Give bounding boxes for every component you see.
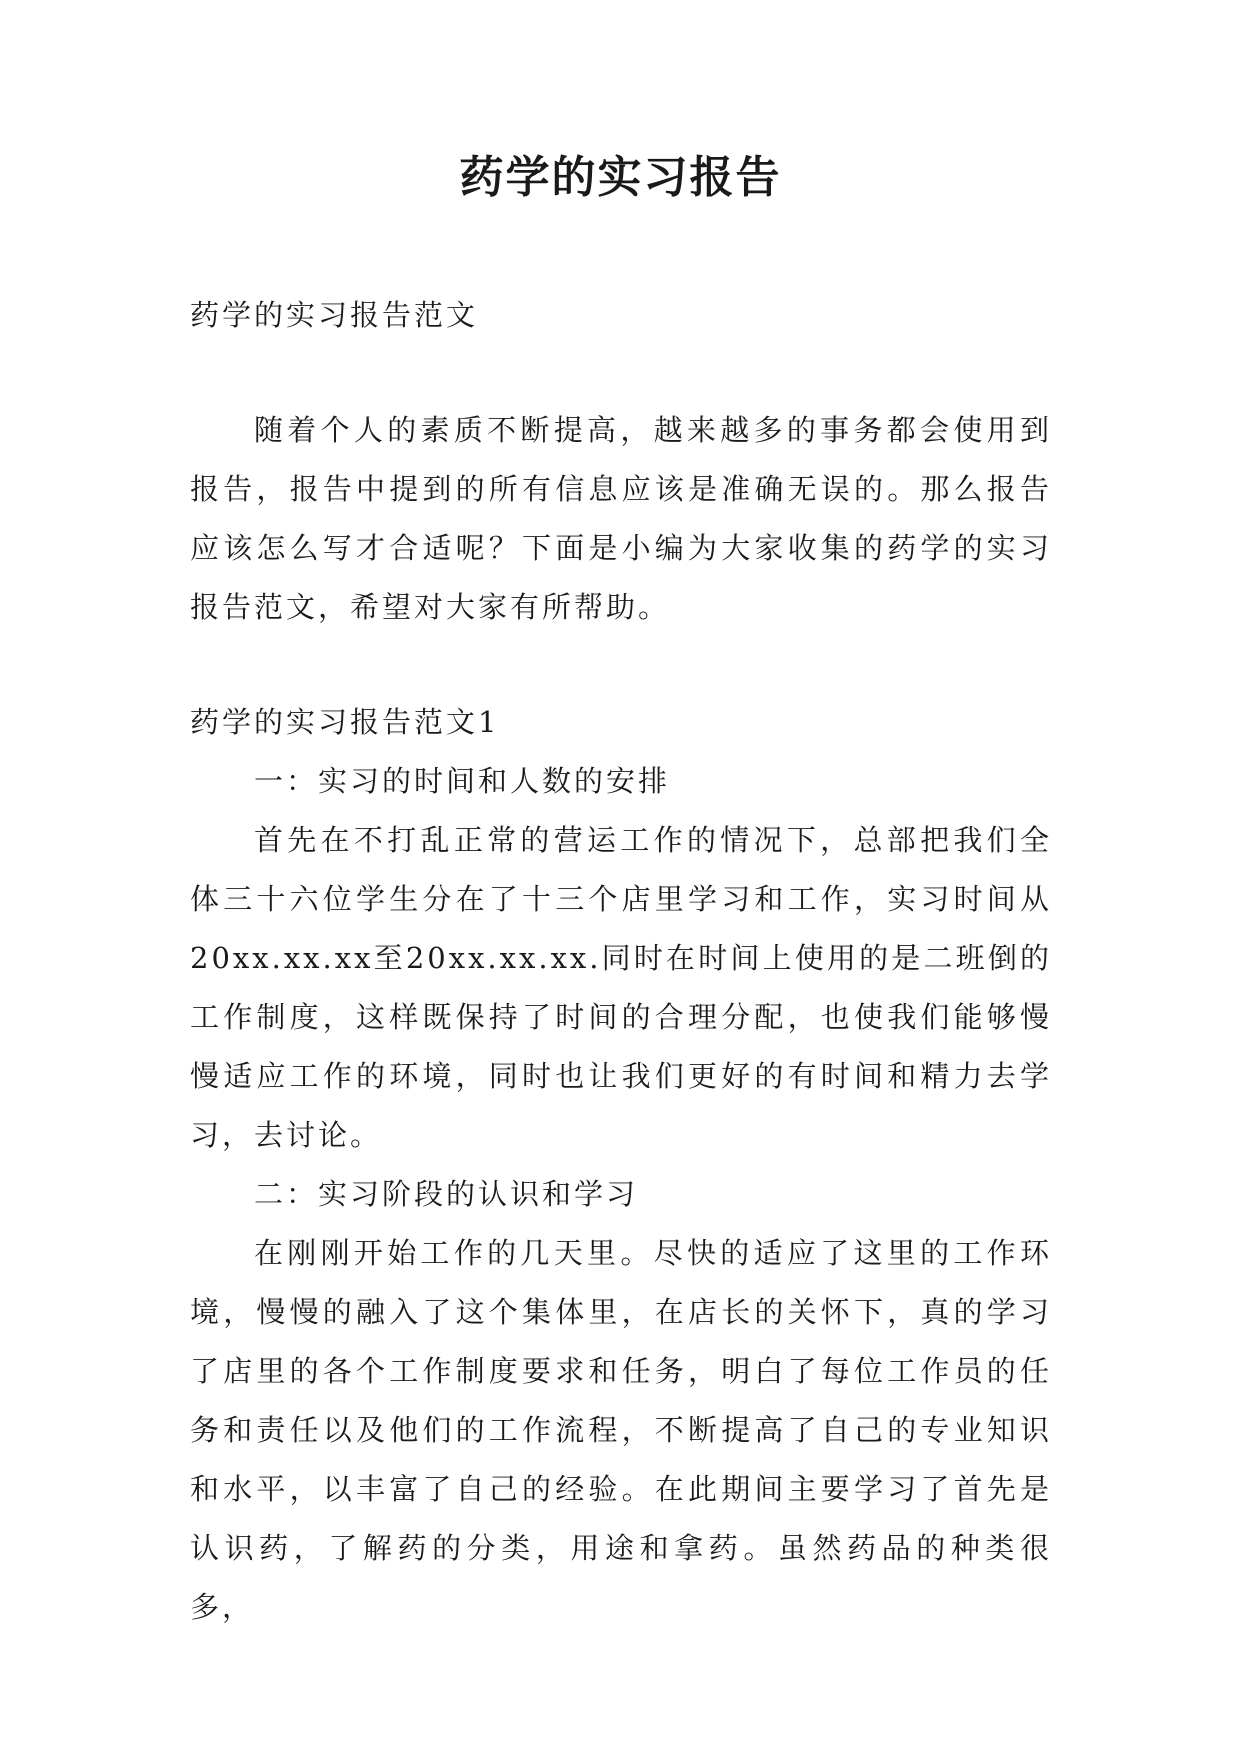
section-1-heading: 一：实习的时间和人数的安排	[254, 764, 671, 798]
sample-heading: 药学的实习报告范文1	[190, 705, 500, 739]
intro-paragraph: 随着个人的素质不断提高，越来越多的事务都会使用到报告，报告中提到的所有信息应该是准确无误的。那么报告应该怎么写才合适呢？下面是小编为大家收集的药学的实习报告范文，希望对大家有所帮助。	[190, 413, 1052, 624]
section-1-paragraph: 首先在不打乱正常的营运工作的情况下，总部把我们全体三十六位学生分在了十三个店里学习和工作，实习时间从20xx.xx.xx至20xx.xx.xx.同时在时间上使用的是二班倒的工作制度，这样既保持了时间的合理分配，也使我们能够慢慢适应工作的环境，同时也让我们更好的有时间和精力去学习，去讨论。	[190, 823, 1052, 1152]
report-section	[190, 693, 1052, 1637]
document-title: 药学的实习报告	[459, 152, 782, 203]
document-subtitle: 药学的实习报告范文	[190, 298, 479, 332]
section-2-paragraph: 在刚刚开始工作的几天里。尽快的适应了这里的工作环境，慢慢的融入了这个集体里，在店长的关怀下，真的学习了店里的各个工作制度要求和任务，明白了每位工作员的任务和责任以及他们的工作流程，不断提高了自己的专业知识和水平，以丰富了自己的经验。在此期间主要学习了首先是认识药，了解药的分类，用途和拿药。虽然药品的种类很多，	[190, 1236, 1052, 1624]
section-2-heading: 二：实习阶段的认识和学习	[254, 1177, 639, 1211]
